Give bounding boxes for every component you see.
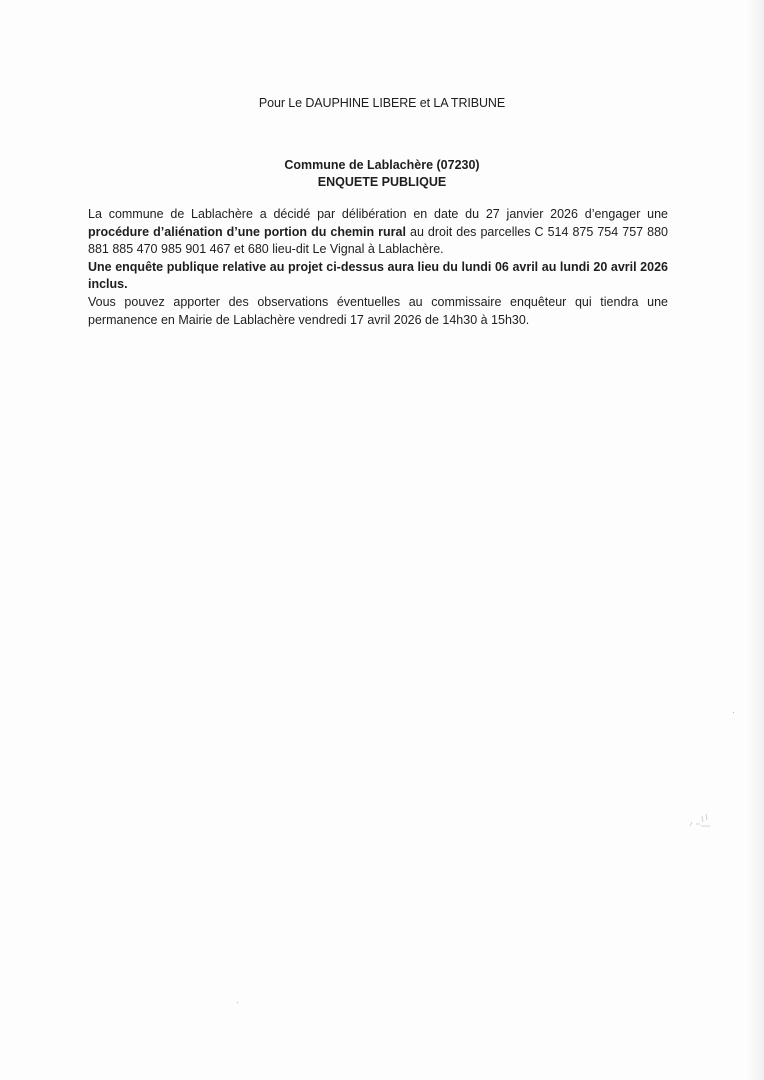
paragraph-deliberation-parcels: au droit des parcelles C 514 875 754 757 880 881 885 470 985 901 467 et 680 lieu-dit Le Vignal à Lablachère.: [88, 224, 668, 257]
notice-body: [88, 206, 668, 329]
scan-artifact-mark: [686, 808, 716, 832]
paragraph-deliberation-procedure: procédure d’aliénation d’une portion du chemin rural: [88, 224, 406, 239]
scan-speck: [733, 712, 734, 713]
paragraph-observations: Vous pouvez apporter des observations éventuelles au commissaire enquêteur qui tiendra une permanence en Mairie de Lablachère vendredi 17 avril 2026 de 14h30 à 15h30.: [88, 294, 668, 327]
scan-speck: [237, 1002, 238, 1003]
publication-header: Pour Le DAUPHINE LIBERE et LA TRIBUNE: [258, 96, 506, 110]
paragraph-deliberation-intro: La commune de Lablachère a décidé par délibération en date du 27 janvier 2026 d’engager une: [88, 207, 668, 221]
commune-title: Commune de Lablachère (07230): [284, 158, 480, 172]
paragraph-enquiry-dates: [88, 259, 668, 294]
enquiry-dates-text: Une enquête publique relative au projet ci-dessus aura lieu du lundi 06 avril au lundi 20 avril 2026 inclus.: [88, 259, 668, 292]
paragraph-deliberation: [88, 206, 668, 259]
notice-subject: ENQUETE PUBLIQUE: [317, 175, 447, 189]
notice-title-block: [0, 157, 764, 191]
